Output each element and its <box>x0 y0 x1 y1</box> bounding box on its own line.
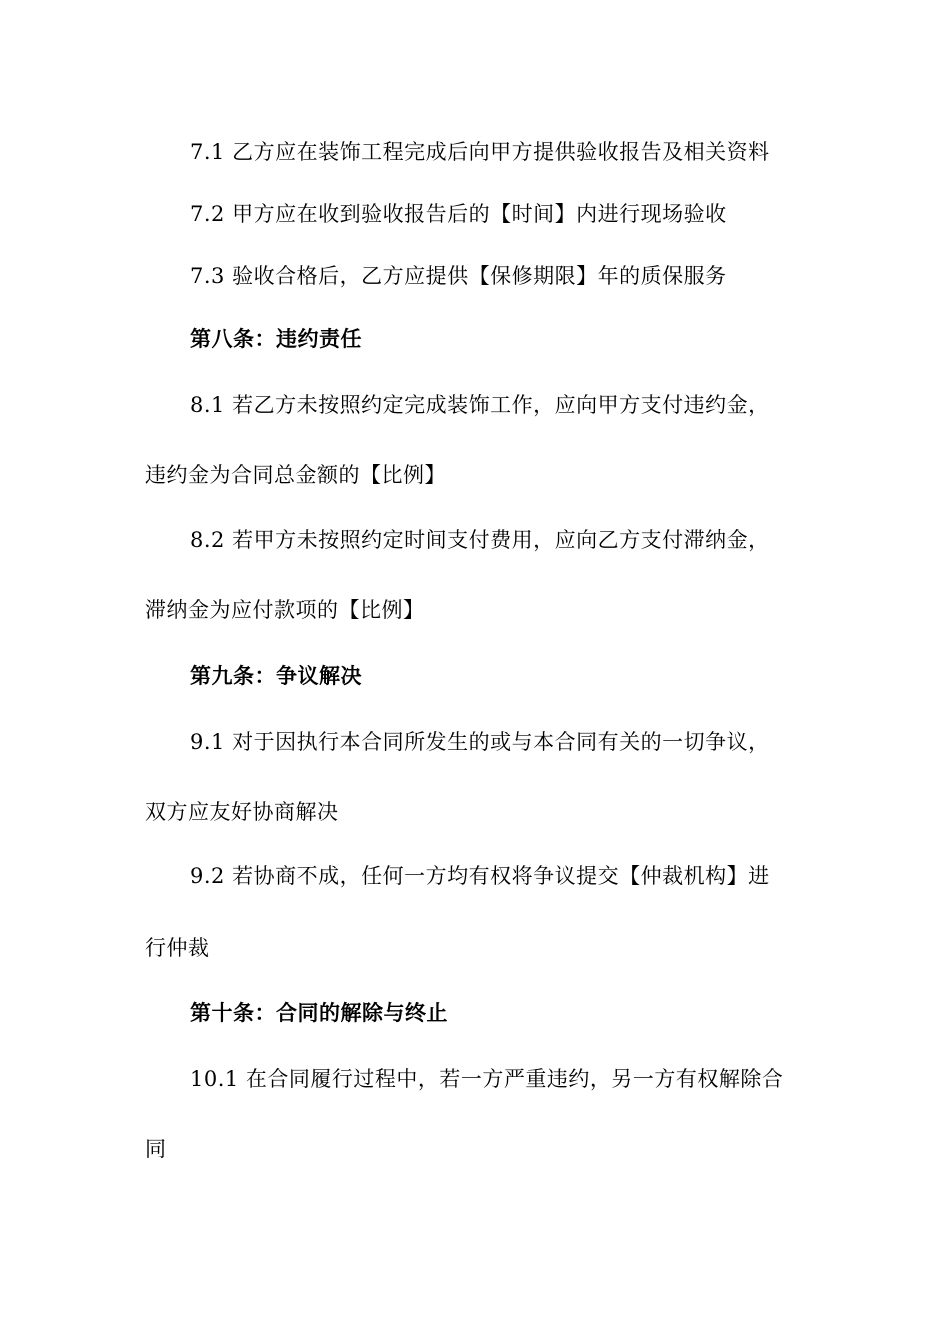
clause-9-1: 9.1 对于因执行本合同所发生的或与本合同有关的一切争议， <box>190 730 770 754</box>
clause-10-1: 10.1 在合同履行过程中，若一方严重违约，另一方有权解除合 <box>190 1067 784 1091</box>
section-heading-8: 第八条：违约责任 <box>190 326 362 351</box>
clause-7-1: 7.1 乙方应在装饰工程完成后向甲方提供验收报告及相关资料 <box>190 140 770 164</box>
clause-7-3: 7.3 验收合格后，乙方应提供【保修期限】年的质保服务 <box>190 264 727 288</box>
clause-8-2: 8.2 若甲方未按照约定时间支付费用，应向乙方支付滞纳金， <box>190 528 770 552</box>
clause-8-1: 8.1 若乙方未按照约定完成装饰工作，应向甲方支付违约金， <box>190 393 770 417</box>
clause-9-2-continued: 行仲裁 <box>145 936 210 960</box>
clause-9-1-continued: 双方应友好协商解决 <box>145 800 339 824</box>
clause-8-1-continued: 违约金为合同总金额的【比例】 <box>145 463 446 487</box>
clause-10-1-continued: 同 <box>145 1137 167 1161</box>
section-heading-10: 第十条：合同的解除与终止 <box>190 1000 448 1025</box>
clause-8-2-continued: 滞纳金为应付款项的【比例】 <box>145 598 425 622</box>
section-heading-9: 第九条：争议解决 <box>190 663 362 688</box>
clause-9-2: 9.2 若协商不成，任何一方均有权将争议提交【仲裁机构】进 <box>190 864 770 888</box>
clause-7-2: 7.2 甲方应在收到验收报告后的【时间】内进行现场验收 <box>190 202 727 226</box>
